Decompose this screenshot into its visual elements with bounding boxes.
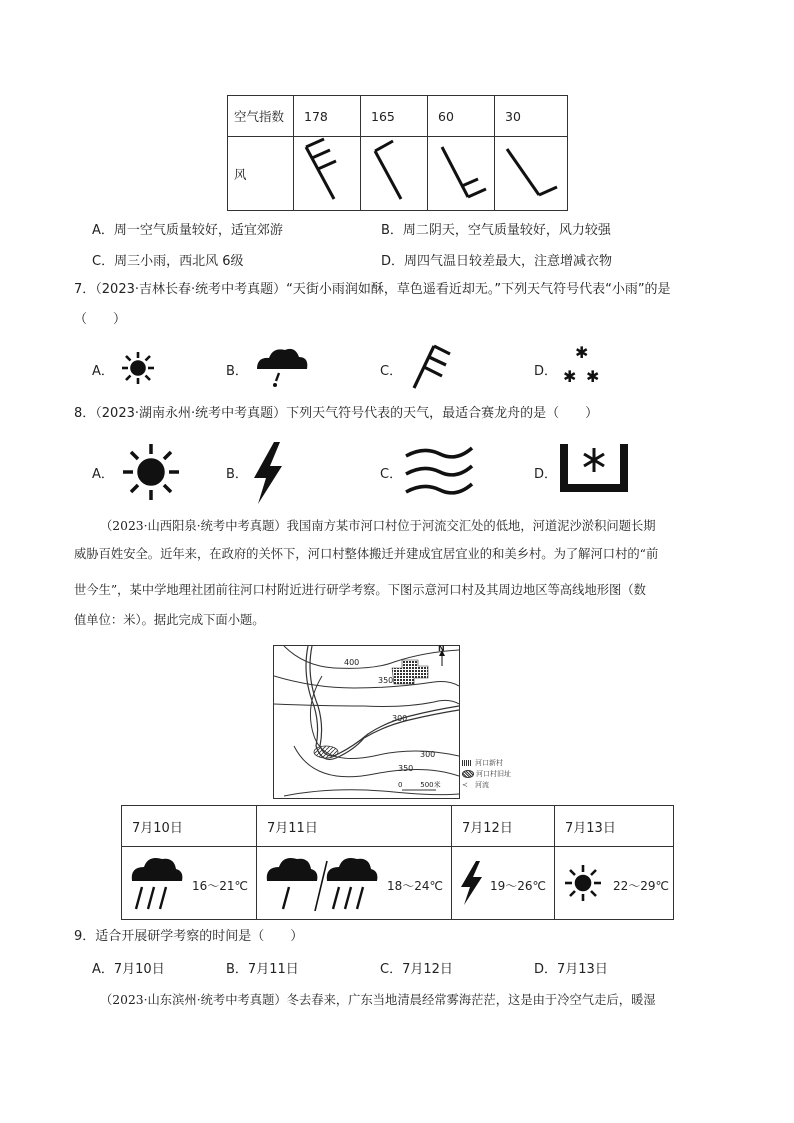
q7-opt-a: A． bbox=[92, 364, 114, 379]
forecast-cell-3 bbox=[452, 847, 555, 920]
passage-line-2: 威胁百姓安全。近年来，在政府的关怀下，河口村整体搬迁并建成宜居宜业的和美乡村。为了解河口村的“前 bbox=[74, 547, 659, 561]
next-passage-line: （2023·山东滨州·统考中考真题）冬去春来，广东当地清晨经常雾海茫茫，这是由于冷空气走后，暖湿 bbox=[100, 993, 656, 1007]
legend-new-village: 河口新村 bbox=[475, 758, 503, 767]
wind-label: 风 bbox=[228, 137, 294, 211]
q7-opt-c: C． bbox=[380, 364, 403, 379]
contour-map bbox=[273, 645, 460, 799]
air-value-2: 165 bbox=[361, 96, 428, 137]
forecast-cell-4 bbox=[555, 847, 674, 920]
legend-newvillage-icon bbox=[462, 760, 472, 766]
air-value-1: 178 bbox=[294, 96, 361, 137]
cloud-rain-icon bbox=[251, 343, 311, 389]
air-value-4: 30 bbox=[495, 96, 568, 137]
forecast-date-4: 7月13日 bbox=[555, 806, 674, 847]
legend-river-icon: ≺ bbox=[462, 780, 468, 789]
sunny-icon bbox=[118, 348, 158, 388]
q7-stem: 7．（2023·吉林长春·统考中考真题）“天街小雨润如酥，草色遥看近却无。”下列天气符号代表“小雨”的是 bbox=[74, 282, 671, 297]
svg-text:✱: ✱ bbox=[575, 344, 589, 362]
snow-icon bbox=[560, 344, 606, 388]
air-value-3: 60 bbox=[428, 96, 495, 137]
wind-barb-icon bbox=[361, 137, 428, 211]
wind-barb-icon bbox=[294, 137, 361, 211]
q9-stem: 9．适合开展研学考察的时间是（ ） bbox=[74, 929, 304, 944]
contour-label-300: 300 bbox=[392, 714, 408, 723]
forecast-date-3: 7月12日 bbox=[452, 806, 555, 847]
q8-opt-c: C． bbox=[380, 467, 403, 482]
q8-stem: 8．（2023·湖南永州·统考中考真题）下列天气符号代表的天气，最适合赛龙舟的是（ ） bbox=[74, 406, 599, 421]
forecast-table bbox=[121, 805, 674, 920]
q8-opt-a: A． bbox=[92, 467, 114, 482]
sunny-icon bbox=[119, 440, 183, 504]
passage-line-4: 值单位：米）。据此完成下面小题。 bbox=[74, 613, 265, 627]
forecast-temp-4: 22～29℃ bbox=[613, 879, 670, 893]
wind-barb-icon bbox=[406, 340, 460, 392]
q7-stem-bracket: （ ） bbox=[74, 312, 127, 327]
q6-option-b: B．周二阴天，空气质量较好，风力较强 bbox=[381, 223, 611, 238]
legend-oldvillage-icon bbox=[462, 770, 474, 778]
wind-barb-icon bbox=[428, 137, 495, 211]
q7-opt-b: B． bbox=[226, 364, 248, 379]
contour-label-350b: 350 bbox=[398, 764, 414, 773]
forecast-date-1: 7月10日 bbox=[122, 806, 257, 847]
passage-line-3: 世今生”，某中学地理社团前往河口村附近进行研学考察。下图示意河口村及其周边地区等高线地形图（数 bbox=[74, 583, 646, 597]
rain-icon bbox=[128, 853, 184, 913]
lightning-icon bbox=[458, 859, 486, 907]
map-legend bbox=[462, 757, 511, 790]
sunny-icon bbox=[563, 863, 603, 903]
q9-option-b: B．7月11日 bbox=[226, 962, 299, 977]
contour-label-300b: 300 bbox=[420, 750, 436, 759]
snow-cover-icon bbox=[558, 440, 630, 496]
wind-barb-icon bbox=[495, 137, 568, 211]
q8-opt-b: B． bbox=[226, 467, 248, 482]
svg-text:✱: ✱ bbox=[586, 367, 600, 386]
air-index-label: 空气指数 bbox=[228, 96, 294, 137]
north-arrow-label: N bbox=[438, 644, 445, 653]
q6-option-d: D．周四气温日较差最大，注意增减衣物 bbox=[381, 254, 613, 269]
passage-line-1: （2023·山西阳泉·统考中考真题）我国南方某市河口村位于河流交汇处的低地，河道泥沙淤积问题长期 bbox=[100, 519, 656, 533]
q6-option-a: A．周一空气质量较好，适宜郊游 bbox=[92, 223, 283, 238]
q9-option-d: D．7月13日 bbox=[534, 962, 608, 977]
svg-text:✱: ✱ bbox=[563, 367, 577, 386]
air-wind-table bbox=[227, 95, 568, 211]
forecast-date-2: 7月11日 bbox=[257, 806, 452, 847]
contour-label-350: 350 bbox=[378, 676, 394, 685]
forecast-temp-1: 16～21℃ bbox=[192, 879, 249, 893]
legend-old-village: 河口村旧址 bbox=[476, 769, 511, 778]
legend-river: 河流 bbox=[475, 780, 489, 789]
forecast-cell-1 bbox=[122, 847, 257, 920]
q9-option-c: C．7月12日 bbox=[380, 962, 453, 977]
q8-opt-d: D． bbox=[534, 467, 558, 482]
fog-icon bbox=[402, 440, 476, 502]
contour-label-400: 400 bbox=[344, 658, 360, 667]
q9-option-a: A．7月10日 bbox=[92, 962, 165, 977]
forecast-cell-2 bbox=[257, 847, 452, 920]
scale-bar-label: 0 500米 bbox=[398, 781, 441, 789]
contour-lines bbox=[274, 646, 459, 798]
forecast-temp-3: 19～26℃ bbox=[490, 879, 547, 893]
rain-turn-rain-icon bbox=[263, 853, 383, 913]
forecast-temp-2: 18～24℃ bbox=[387, 879, 444, 893]
q7-opt-d: D． bbox=[534, 364, 558, 379]
lightning-icon bbox=[250, 440, 286, 506]
q6-option-c: C．周三小雨，西北风 6级 bbox=[92, 254, 244, 269]
